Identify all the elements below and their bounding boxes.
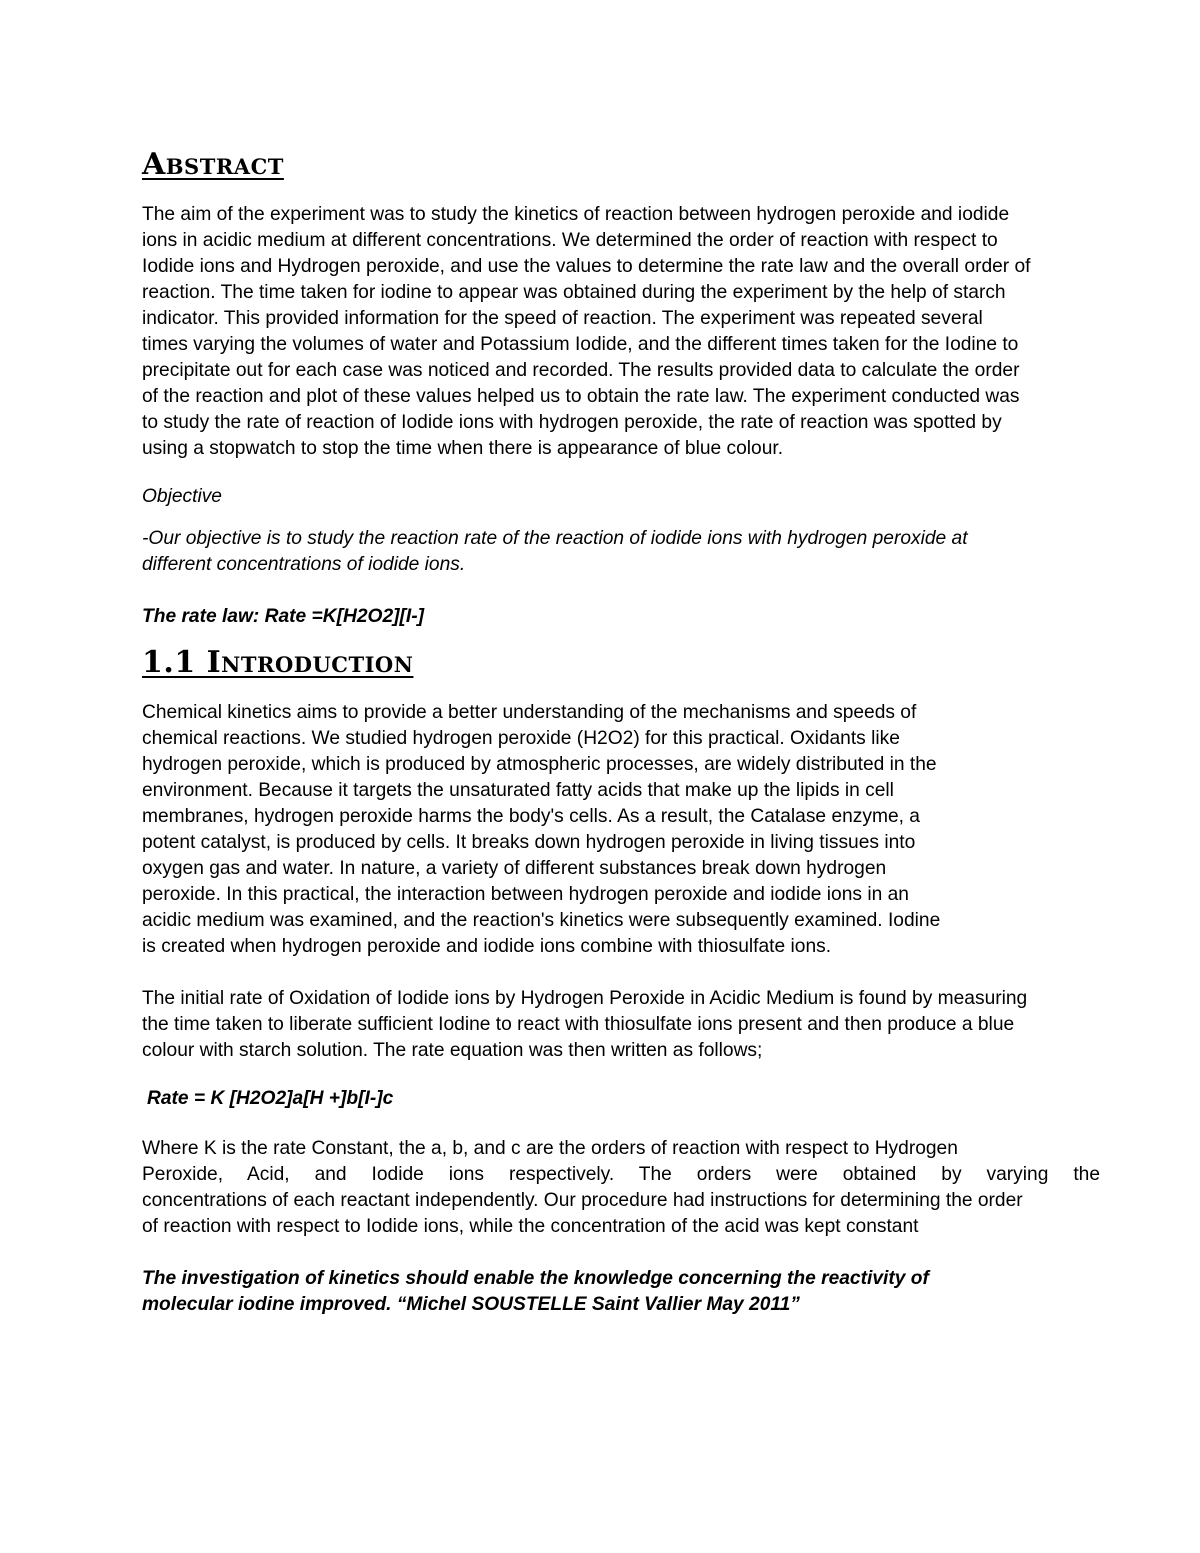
- objective-label: Objective: [142, 486, 222, 507]
- intro-line: oxygen gas and water. In nature, a variety of different substances break down hydrogen: [142, 858, 887, 879]
- intro-line: Where K is the rate Constant, the a, b, and c are the orders of reaction with respect to Hydrogen: [142, 1138, 958, 1159]
- intro-line: Chemical kinetics aims to provide a better understanding of the mechanisms and speeds of: [142, 702, 917, 723]
- introduction-heading: 1.1 Introduction: [142, 645, 414, 680]
- abstract-line: to study the rate of reaction of Iodide ions with hydrogen peroxide, the rate of reaction was spotted by: [142, 412, 1002, 433]
- intro-line: potent catalyst, is produced by cells. It breaks down hydrogen peroxide in living tissues into: [142, 832, 916, 853]
- introduction-paragraph-2: [142, 986, 1152, 1064]
- objective-line: different concentrations of iodide ions.: [142, 554, 466, 575]
- intro-line: peroxide. In this practical, the interaction between hydrogen peroxide and iodide ions in an: [142, 884, 909, 905]
- quote-line: The investigation of kinetics should enable the knowledge concerning the reactivity of: [142, 1268, 929, 1289]
- objective-line: -Our objective is to study the reaction rate of the reaction of iodide ions with hydrogen peroxide at: [142, 528, 968, 549]
- abstract-line: reaction. The time taken for iodine to appear was obtained during the experiment by the help of starch: [142, 282, 1006, 303]
- introduction-paragraph-3: [142, 1136, 1100, 1240]
- intro-line: of reaction with respect to Iodide ions, while the concentration of the acid was kept constant: [142, 1216, 919, 1237]
- intro-line: colour with starch solution. The rate equation was then written as follows;: [142, 1040, 763, 1061]
- abstract-heading: Abstract: [142, 147, 284, 182]
- abstract-line: using a stopwatch to stop the time when there is appearance of blue colour.: [142, 438, 784, 459]
- abstract-line: of the reaction and plot of these values helped us to obtain the rate law. The experiment conducted was: [142, 386, 1020, 407]
- intro-line: The initial rate of Oxidation of Iodide ions by Hydrogen Peroxide in Acidic Medium is found by measuring: [142, 988, 1028, 1009]
- introduction-paragraph-1: [142, 700, 1152, 960]
- abstract-line: precipitate out for each case was noticed and recorded. The results provided data to calculate the order: [142, 360, 1020, 381]
- intro-line: the time taken to liberate sufficient Iodine to react with thiosulfate ions present and then produce a blue: [142, 1014, 1015, 1035]
- intro-line: hydrogen peroxide, which is produced by atmospheric processes, are widely distributed in the: [142, 754, 937, 775]
- abstract-line: ions in acidic medium at different concentrations. We determined the order of reaction with respect to: [142, 230, 998, 251]
- objective-paragraph: [142, 526, 1152, 578]
- abstract-line: The aim of the experiment was to study the kinetics of reaction between hydrogen peroxide and iodide: [142, 204, 1010, 225]
- intro-line: is created when hydrogen peroxide and iodide ions combine with thiosulfate ions.: [142, 936, 832, 957]
- intro-line: chemical reactions. We studied hydrogen peroxide (H2O2) for this practical. Oxidants like: [142, 728, 900, 749]
- abstract-line: Iodide ions and Hydrogen peroxide, and use the values to determine the rate law and the overall order of: [142, 256, 1031, 277]
- abstract-line: times varying the volumes of water and Potassium Iodide, and the different times taken for the Iodine to: [142, 334, 1019, 355]
- abstract-paragraph: [142, 202, 1152, 462]
- intro-line: Peroxide, Acid, and Iodide ions respectively. The orders were obtained by varying the: [142, 1164, 1100, 1185]
- rate-equation: Rate = K [H2O2]a[H +]b[I-]c: [147, 1088, 394, 1109]
- intro-line: environment. Because it targets the unsaturated fatty acids that make up the lipids in cell: [142, 780, 894, 801]
- abstract-line: indicator. This provided information for the speed of reaction. The experiment was repeated several: [142, 308, 983, 329]
- rate-law: The rate law: Rate =K[H2O2][I-]: [142, 606, 425, 627]
- quote-line: molecular iodine improved. “Michel SOUSTELLE Saint Vallier May 2011”: [142, 1294, 800, 1315]
- intro-line: membranes, hydrogen peroxide harms the body's cells. As a result, the Catalase enzyme, a: [142, 806, 920, 827]
- closing-quote: [142, 1266, 1152, 1318]
- intro-line: concentrations of each reactant independently. Our procedure had instructions for determining the order: [142, 1190, 1023, 1211]
- intro-line: acidic medium was examined, and the reaction's kinetics were subsequently examined. Iodine: [142, 910, 941, 931]
